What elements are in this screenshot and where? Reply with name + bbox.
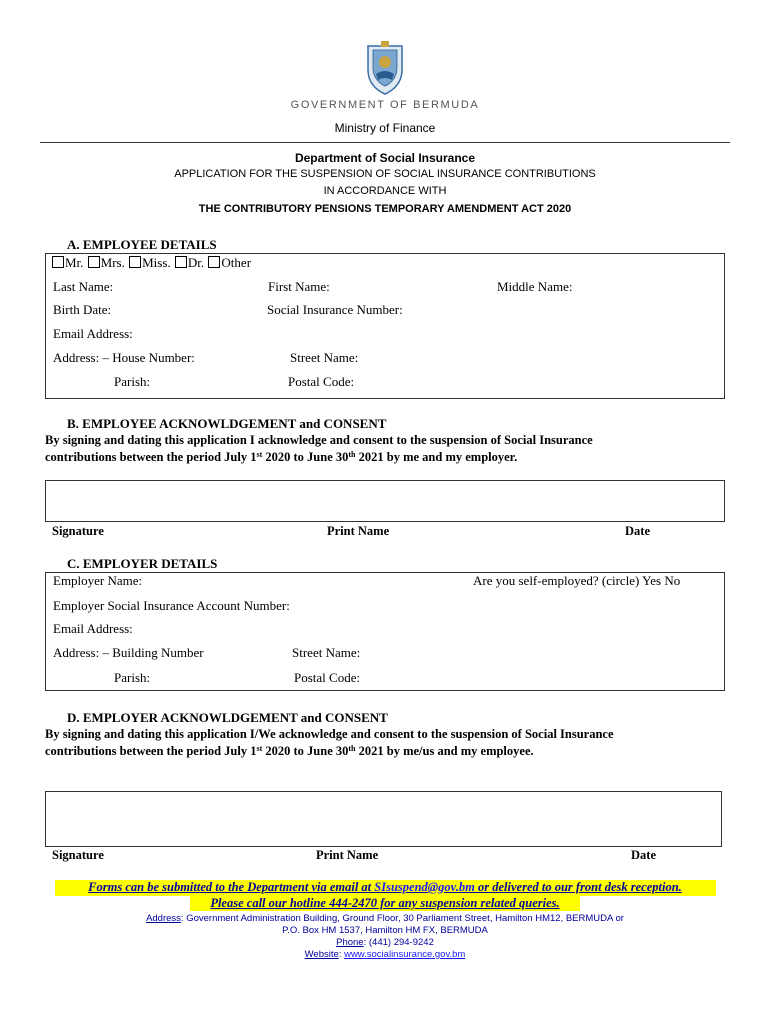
- checkbox-dr[interactable]: [175, 256, 187, 268]
- section-c-heading: C. EMPLOYER DETAILS: [67, 556, 218, 571]
- title-other-label: Other: [221, 255, 252, 270]
- si-number-field[interactable]: Social Insurance Number:: [267, 302, 403, 317]
- self-employed-question[interactable]: Are you self-employed? (circle) Yes No: [473, 573, 681, 588]
- employer-street-field[interactable]: Street Name:: [292, 645, 361, 660]
- checkbox-other[interactable]: [208, 256, 220, 268]
- submission-notice: Forms can be submitted to the Department via email at SIsuspend@gov.bm or delivered to our front desk reception.: [88, 880, 682, 894]
- middle-name-field[interactable]: Middle Name:: [497, 279, 573, 294]
- phone-number: Phone: (441) 294-9242: [336, 937, 434, 948]
- employer-date-label: Date: [631, 848, 656, 862]
- website: Website: www.socialinsurance.gov.bm: [304, 949, 466, 960]
- employer-print-name-label: Print Name: [316, 848, 379, 862]
- first-name-field[interactable]: First Name:: [268, 279, 330, 294]
- birth-date-field[interactable]: Birth Date:: [53, 302, 112, 317]
- employer-signature-box[interactable]: [45, 791, 722, 847]
- title-dr-label: Dr.: [187, 255, 205, 270]
- office-address: Address: Government Administration Building, Ground Floor, 30 Parliament Street, Hamilton HM12, BERMUDA or: [146, 913, 624, 924]
- employee-print-name-label: Print Name: [327, 524, 390, 538]
- employer-consent-text1: By signing and dating this application I/We acknowledge and consent to the suspension of Social Insurance: [45, 727, 614, 741]
- employee-signature-box[interactable]: [45, 480, 725, 522]
- employee-consent-text1: By signing and dating this application I acknowledge and consent to the suspension of Social Insurance: [45, 433, 593, 447]
- ministry-name: Ministry of Finance: [334, 121, 436, 135]
- title-mrs-label: Mrs.: [100, 255, 125, 270]
- form-title-line1: APPLICATION FOR THE SUSPENSION OF SOCIAL INSURANCE CONTRIBUTIONS: [174, 168, 596, 180]
- employee-street-field[interactable]: Street Name:: [290, 350, 359, 365]
- employee-signature-label: Signature: [52, 524, 104, 538]
- form-title-line3: THE CONTRIBUTORY PENSIONS TEMPORARY AMENDMENT ACT 2020: [198, 203, 572, 215]
- employee-parish-field[interactable]: Parish:: [114, 374, 151, 389]
- employer-consent-text2: contributions between the period July 1st 2020 to June 30th 2021 by me/us and my employee.: [45, 744, 534, 758]
- section-a-heading: A. EMPLOYEE DETAILS: [67, 237, 217, 252]
- po-box-address: P.O. Box HM 1537, Hamilton HM FX, BERMUDA: [282, 925, 488, 936]
- checkbox-mr[interactable]: [52, 256, 64, 268]
- employee-consent-text2: contributions between the period July 1st 2020 to June 30th 2021 by me and my employer.: [45, 450, 518, 464]
- checkbox-miss[interactable]: [129, 256, 141, 268]
- submission-email-link[interactable]: SIsuspend@gov.bm: [374, 880, 475, 894]
- hotline-notice: Please call our hotline 444-2470 for any suspension related queries.: [210, 896, 560, 910]
- title-checkboxes: [52, 255, 252, 271]
- employer-email-field[interactable]: Email Address:: [53, 621, 133, 636]
- bermuda-crest-logo: [364, 40, 406, 96]
- checkbox-mrs[interactable]: [88, 256, 100, 268]
- employee-date-label: Date: [625, 524, 650, 538]
- employer-signature-label: Signature: [52, 848, 104, 862]
- title-mr-label: Mr.: [65, 255, 84, 270]
- building-number-field[interactable]: Address: – Building Number: [53, 645, 204, 660]
- header-divider: [40, 142, 730, 143]
- employee-postal-field[interactable]: Postal Code:: [288, 374, 355, 389]
- section-b-heading: B. EMPLOYEE ACKNOWLDGEMENT and CONSENT: [67, 416, 387, 431]
- department-name: Department of Social Insurance: [294, 151, 476, 165]
- last-name-field[interactable]: Last Name:: [53, 279, 114, 294]
- website-link[interactable]: www.socialinsurance.gov.bm: [344, 949, 466, 960]
- employer-postal-field[interactable]: Postal Code:: [294, 670, 361, 685]
- house-number-field[interactable]: Address: – House Number:: [53, 350, 195, 365]
- employee-email-field[interactable]: Email Address:: [53, 326, 133, 341]
- employer-name-field[interactable]: Employer Name:: [53, 573, 143, 588]
- form-title-line2: IN ACCORDANCE WITH: [323, 185, 447, 197]
- government-name: GOVERNMENT OF BERMUDA: [290, 99, 480, 111]
- employer-parish-field[interactable]: Parish:: [114, 670, 151, 685]
- section-d-heading: D. EMPLOYER ACKNOWLDGEMENT and CONSENT: [67, 710, 388, 725]
- employer-account-number-field[interactable]: Employer Social Insurance Account Number:: [53, 598, 290, 613]
- title-miss-label: Miss.: [142, 255, 171, 270]
